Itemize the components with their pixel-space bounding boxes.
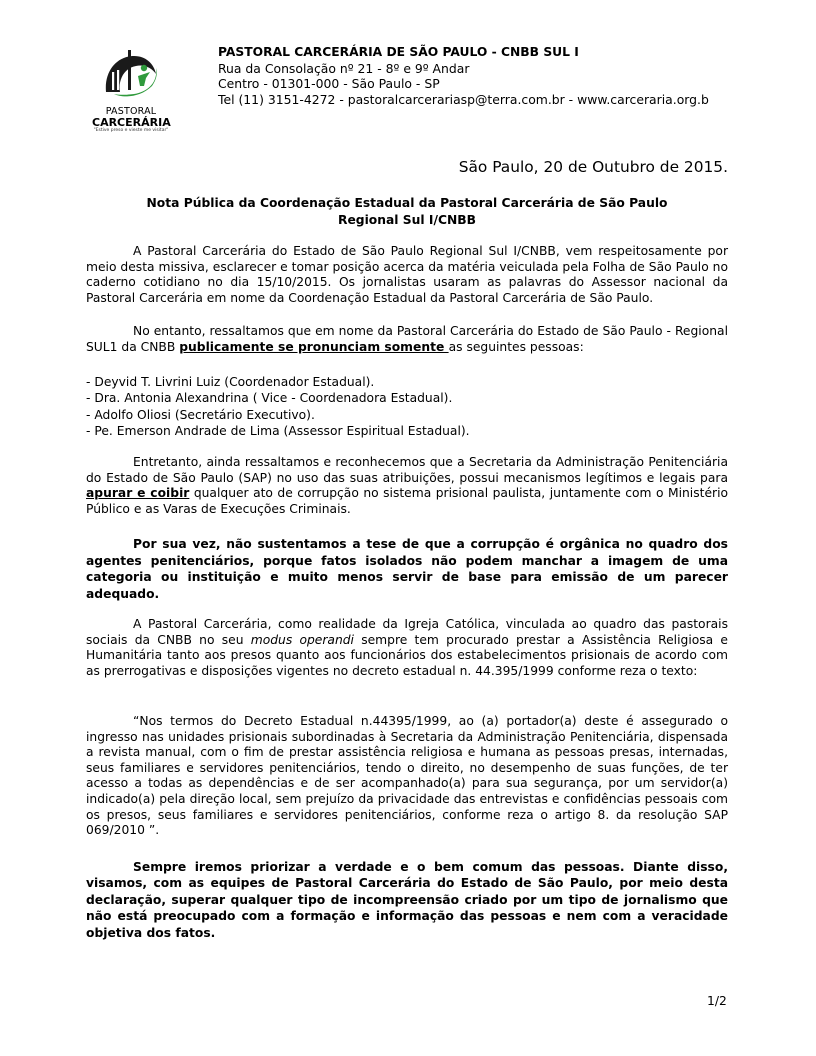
list-item: - Adolfo Oliosi (Secretário Executivo). — [86, 407, 315, 422]
document-heading — [86, 195, 728, 229]
paragraph-3-text — [86, 455, 728, 517]
decree-quote-text: “Nos termos do Decreto Estadual n.44395/1999, ao (a) portador(a) deste é assegurado o ingresso nas unidades prisionais subordinadas à Secretaria da Administração Penitenciária, dispensada a revista manual, com o fim de prestar assistência religiosa e humana as pessoas presas, internadas, seus familiares e servidores penitenciários, tendo o direito, no desempenho de suas funções, de ter acesso a todas as dependências e de ser acompanhado(a) para sua segurança, por um servidor(a) indicado(a) pela direção local, sem prejuízo da privacidade das entrevistas e confidências pessoais com os presos, seus familiares e servidores penitenciários, conforme reza o artigo 8. da resolução SAP 069/2010 ”. — [86, 714, 728, 838]
logo-wordmark — [92, 106, 170, 134]
paragraph-5-text — [86, 617, 728, 679]
paragraph-4-text: Por sua vez, não sustentamos a tese de que a corrupção é orgânica no quadro dos agentes penitenciários, porque fatos isolados não podem manchar a imagem de uma categoria ou instituição e muito menos servir de base para emissão de um parecer adequado. — [86, 537, 728, 601]
address-line-1: Rua da Consolação nº 21 - 8º e 9º Andar — [218, 60, 470, 76]
org-name: PASTORAL CARCERÁRIA DE SÃO PAULO - CNBB SUL I — [218, 45, 579, 59]
heading-line-2: Regional Sul I/CNBB — [337, 213, 477, 227]
decree-quote — [86, 714, 728, 839]
list-item: - Dra. Antonia Alexandrina ( Vice - Coordenadora Estadual). — [86, 391, 453, 406]
contact-line: Tel (11) 3151-4272 - pastoralcarcerariasp@terra.com.br - www.carceraria.org.b — [218, 91, 709, 107]
paragraph-5 — [86, 617, 728, 679]
paragraph-1-text: A Pastoral Carcerária do Estado de São Paulo Regional Sul I/CNBB, vem respeitosamente por meio desta missiva, esclarecer e tomar posição acerca da matéria veiculada pela Folha de São Paulo no caderno cotidiano no dia 15/10/2015. Os jornalistas usaram as palavras do Assessor nacional da Pastoral Carcerária em nome da Coordenação Estadual da Pastoral Carcerária de São Paulo. — [86, 244, 728, 305]
paragraph-6-text: Sempre iremos priorizar a verdade e o bem comum das pessoas. Diante disso, visamos, com as equipes de Pastoral Carcerária do Estado de São Paulo, por meio desta declaração, superar qualquer tipo de incompreensão criado por um tipo de jornalismo que não está preocupado com a formação e informação das pessoas e nem com a veracidade objetiva dos fatos. — [86, 860, 728, 940]
letterhead — [218, 45, 709, 107]
page-number: 1/2 — [707, 994, 727, 1008]
paragraph-3-emphasis: apurar e coibir — [86, 486, 190, 501]
paragraph-2-emphasis: publicamente se pronunciam somente — [179, 339, 449, 354]
paragraph-6 — [86, 859, 728, 941]
paragraph-3 — [86, 455, 728, 517]
paragraph-1 — [86, 244, 728, 306]
paragraph-4 — [86, 536, 728, 602]
pastoral-logo — [92, 48, 170, 138]
paragraph-5-start: A Pastoral Carcerária, como realidade da Igreja Católica, vinculada ao quadro das pastorais sociais da CNBB no seu — [86, 617, 728, 647]
paragraph-2-text — [86, 324, 728, 355]
list-item: - Deyvid T. Livrini Luiz (Coordenador Estadual). — [86, 375, 375, 389]
spokespersons-list — [86, 374, 728, 439]
letter-date: São Paulo, 20 de Outubro de 2015. — [458, 158, 728, 176]
logo-motto: "Estive preso e vieste me visitar" — [93, 128, 169, 133]
paragraph-5-italic: modus operandi — [250, 632, 354, 647]
logo-line2: CARCERÁRIA — [92, 116, 171, 129]
paragraph-5-end: sempre tem procurado prestar a Assistência Religiosa e Humanitária tanto aos presos quanto aos funcionários dos estabelecimentos prisionais de acordo com as prerrogativas e disposições vigentes no decreto estadual n. 44.395/1999 conforme reza o texto: — [86, 632, 728, 678]
paragraph-2-start: No entanto, ressaltamos que em nome da Pastoral Carcerária do Estado de São Paulo - Regional SUL1 da CNBB — [86, 324, 728, 354]
address-line-2: Centro - 01301-000 - São Paulo - SP — [218, 76, 440, 91]
list-item: - Pe. Emerson Andrade de Lima (Assessor Espiritual Estadual). — [86, 423, 470, 438]
logo-line1: PASTORAL — [105, 106, 157, 117]
paragraph-2-end: as seguintes pessoas: — [448, 339, 584, 354]
paragraph-3-start: Entretanto, ainda ressaltamos e reconhecemos que a Secretaria da Administração Penitenciária do Estado de São Paulo (SAP) no uso das suas atribuições, possui mecanismos legítimos e legais para — [86, 455, 728, 485]
logo-emblem-icon — [100, 48, 162, 106]
paragraph-3-end: qualquer ato de corrupção no sistema prisional paulista, juntamente com o Ministério Público e as Varas de Execuções Criminais. — [86, 486, 729, 516]
paragraph-2 — [86, 324, 728, 355]
heading-line-1: Nota Pública da Coordenação Estadual da Pastoral Carcerária de São Paulo — [146, 196, 668, 210]
